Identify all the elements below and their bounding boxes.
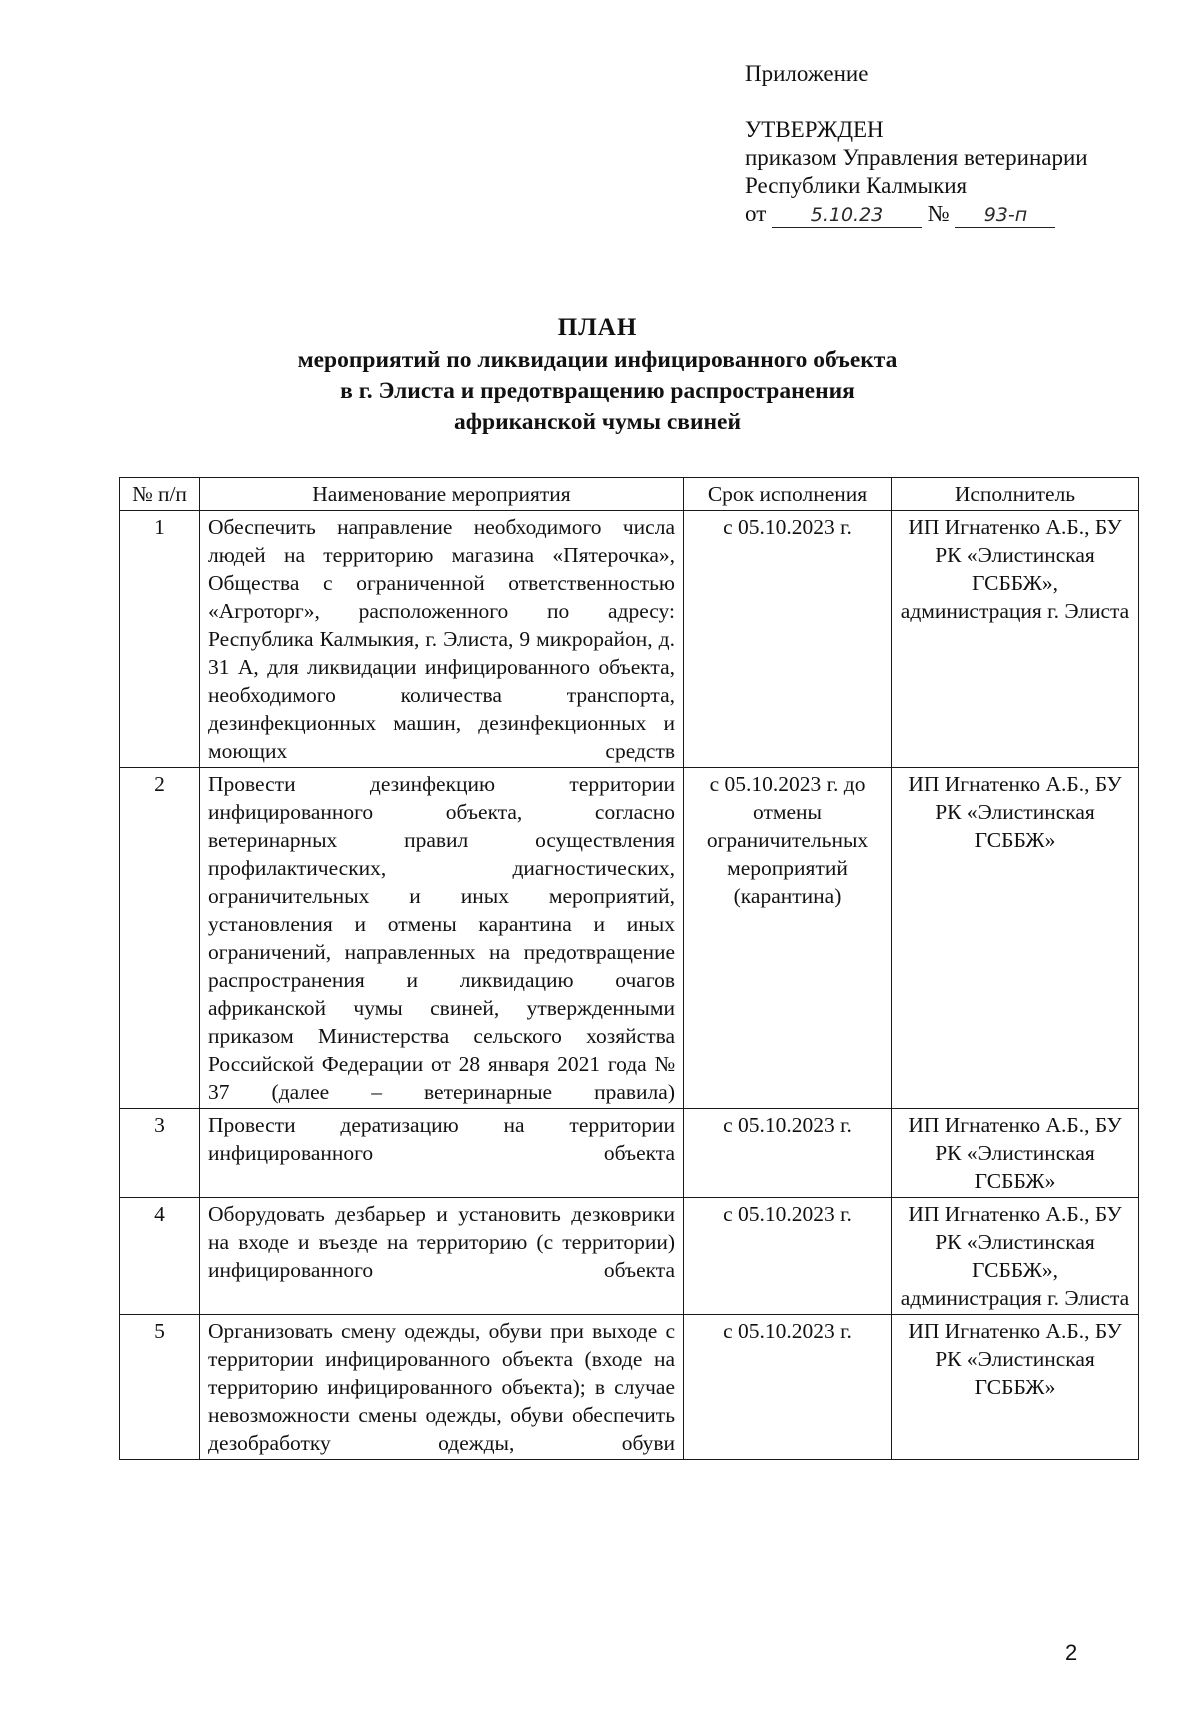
row-executor: ИП Игнатенко А.Б., БУ РК «Элистинская ГСББЖ», администрация г. Элиста	[892, 1198, 1139, 1315]
header-executor: Исполнитель	[892, 478, 1139, 511]
order-number-handwritten: 93-п	[955, 203, 1055, 228]
table-row	[120, 1315, 1139, 1460]
row-executor: ИП Игнатенко А.Б., БУ РК «Элистинская ГСББЖ»	[892, 1315, 1139, 1460]
row-executor: ИП Игнатенко А.Б., БУ РК «Элистинская ГСББЖ»	[892, 1109, 1139, 1198]
row-term: с 05.10.2023 г.	[684, 1198, 892, 1315]
approval-block	[745, 60, 1165, 228]
number-prefix: №	[927, 201, 950, 226]
title-line-1: мероприятий по ликвидации инфицированного объекта	[297, 347, 898, 373]
document-title	[180, 312, 1015, 438]
table-row	[120, 1198, 1139, 1315]
row-desc: Оборудовать дезбарьер и установить дезковрики на входе и въезде на территорию (с территории) инфицированного объекта	[200, 1198, 684, 1315]
row-num: 2	[120, 768, 200, 1109]
row-term: с 05.10.2023 г.	[684, 1109, 892, 1198]
row-executor: ИП Игнатенко А.Б., БУ РК «Элистинская ГСББЖ»	[892, 768, 1139, 1109]
table-row	[120, 1109, 1139, 1198]
plan-table	[119, 477, 1139, 1460]
row-num: 4	[120, 1198, 200, 1315]
row-desc: Провести дезинфекцию территории инфицированного объекта, согласно ветеринарных правил осуществления профилактических, диагностических, ограничительных и иных мероприятий, установления и отмены карантина и иных ограничений, направленных на предотвращение распространения и ликвидацию очагов африканской чумы свиней, утвержденными приказом Министерства сельского хозяйства Российской Федерации от 28 января 2021 года № 37 (далее – ветеринарные правила)	[200, 768, 684, 1109]
header-term: Срок исполнения	[684, 478, 892, 511]
row-num: 3	[120, 1109, 200, 1198]
table-row	[120, 768, 1139, 1109]
title-main: ПЛАН	[557, 314, 638, 341]
header-name: Наименование мероприятия	[200, 478, 684, 511]
approval-line-1: приказом Управления ветеринарии	[745, 145, 1088, 170]
title-line-3: африканской чумы свиней	[453, 409, 741, 435]
header-num: № п/п	[120, 478, 200, 511]
row-term: с 05.10.2023 г.	[684, 511, 892, 768]
row-desc: Обеспечить направление необходимого числа людей на территорию магазина «Пятерочка», Общества с ограниченной ответственностью «Агроторг», расположенного по адресу: Республика Калмыкия, г. Элиста, 9 микрорайон, д. 31 А, для ликвидации инфицированного объекта, необходимого количества транспорта, дезинфекционных машин, дезинфекционных и моющих средств	[200, 511, 684, 768]
date-prefix: от	[745, 201, 767, 226]
row-term: с 05.10.2023 г. до отмены ограничительных мероприятий (карантина)	[684, 768, 892, 1109]
approved-label: УТВЕРЖДЕН	[745, 117, 884, 142]
appendix-label: Приложение	[745, 61, 869, 86]
order-number-line	[745, 200, 1165, 228]
table-header-row	[120, 478, 1139, 511]
order-date-handwritten: 5.10.23	[772, 203, 922, 228]
row-num: 5	[120, 1315, 200, 1460]
row-executor: ИП Игнатенко А.Б., БУ РК «Элистинская ГСББЖ», администрация г. Элиста	[892, 511, 1139, 768]
row-term: с 05.10.2023 г.	[684, 1315, 892, 1460]
table-row	[120, 511, 1139, 768]
row-desc: Провести дератизацию на территории инфицированного объекта	[200, 1109, 684, 1198]
title-line-2: в г. Элиста и предотвращению распространения	[340, 378, 855, 404]
row-num: 1	[120, 511, 200, 768]
page-number: 2	[1065, 1640, 1078, 1665]
approval-line-2: Республики Калмыкия	[745, 173, 968, 198]
row-desc: Организовать смену одежды, обуви при выходе с территории инфицированного объекта (входе на территорию инфицированного объекта); в случае невозможности смены одежды, обуви обеспечить дезобработку одежды, обуви	[200, 1315, 684, 1460]
